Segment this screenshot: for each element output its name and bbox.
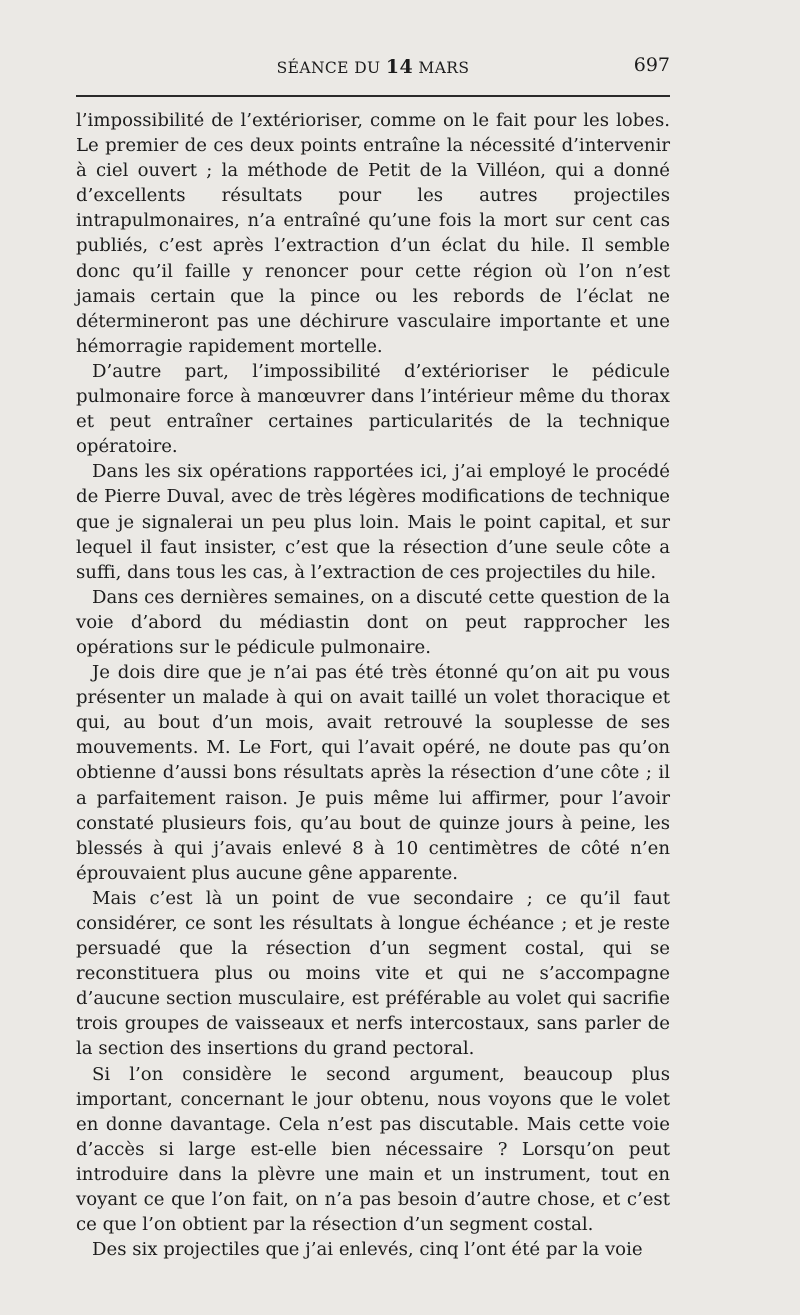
- paragraph-1: l’impossibilité de l’extérioriser, comme on le fait pour les lobes. Le premier de ces deux points entraîne la nécessité d’intervenir à ciel ouvert ; la méthode de Petit de la Villéon, qui a donné d’excellents résultats pour les autres projectiles intrapulmonaires, n’a entraîné qu’une fois la mort sur cent cas publiés, c’est après l’extraction d’un éclat du hile. Il semble donc qu’il faille y renoncer pour cette région où l’on n’est jamais certain que la pince ou les rebords de l’éclat ne détermineront pas une déchirure vasculaire importante et une hémorragie rapidement mortelle.: [76, 110, 670, 357]
- paragraph-8: Des six projectiles que j’ai enlevés, cinq l’ont été par la voie: [92, 1239, 643, 1261]
- header-rule: [76, 95, 670, 97]
- running-head-pre: SÉANCE DU: [276, 59, 386, 77]
- body-text: [76, 108, 670, 1262]
- paragraph-2: D’autre part, l’impossibilité d’extérioriser le pédicule pulmonaire force à manœuvrer dans l’intérieur même du thorax et peut entraîner certaines particularités de la technique opératoire.: [76, 360, 670, 458]
- running-head: [76, 56, 670, 78]
- paragraph-4: Dans ces dernières semaines, on a discuté cette question de la voie d’abord du médiastin dont on peut rapprocher les opérations sur le pédicule pulmonaire.: [76, 586, 670, 658]
- paragraph-7: Si l’on considère le second argument, beaucoup plus important, concernant le jour obtenu, nous voyons que le volet en donne davantage. Cela n’est pas discutable. Mais cette voie d’accès si large est-elle bien nécessaire ? Lorsqu’on peut introduire dans la plèvre une main et un instrument, tout en voyant ce que l’on fait, on n’a pas besoin d’autre chose, et c’est ce que l’on obtient par la résection d’un segment costal.: [76, 1063, 670, 1236]
- paragraph-6: Mais c’est là un point de vue secondaire ; ce qu’il faut considérer, ce sont les résultats à longue échéance ; et je reste persuadé que la résection d’un segment costal, qui se reconstituera plus ou moins vite et qui ne s’accompagne d’aucune section musculaire, est préférable au volet qui sacrifie trois groupes de vaisseaux et nerfs intercostaux, sans parler de la section des insertions du grand pectoral.: [76, 887, 670, 1060]
- paragraph-5: Je dois dire que je n’ai pas été très étonné qu’on ait pu vous présenter un malade à qui on avait taillé un volet thoracique et qui, au bout d’un mois, avait retrouvé la souplesse de ses mouvements. M. Le Fort, qui l’avait opéré, ne doute pas qu’on obtienne d’aussi bons résultats après la résection d’une côte ; il a parfaitement raison. Je puis même lui affirmer, pour l’avoir constaté plusieurs fois, qu’au bout de quinze jours à peine, les blessés à qui j’avais enlevé 8 à 10 centimètres de côté n’en éprouvaient plus aucune gêne apparente.: [76, 662, 670, 884]
- running-head-post: MARS: [413, 59, 470, 77]
- running-head-day: 14: [385, 56, 414, 78]
- page-number: 697: [633, 54, 670, 76]
- paragraph-3: Dans les six opérations rapportées ici, j’ai employé le procédé de Pierre Duval, avec de très légères modifications de technique que je signalerai un peu plus loin. Mais le point capital, et sur lequel il faut insister, c’est que la résection d’une seule côte a suffi, dans tous les cas, à l’extraction de ces projectiles du hile.: [76, 461, 670, 583]
- page-header: [76, 54, 670, 84]
